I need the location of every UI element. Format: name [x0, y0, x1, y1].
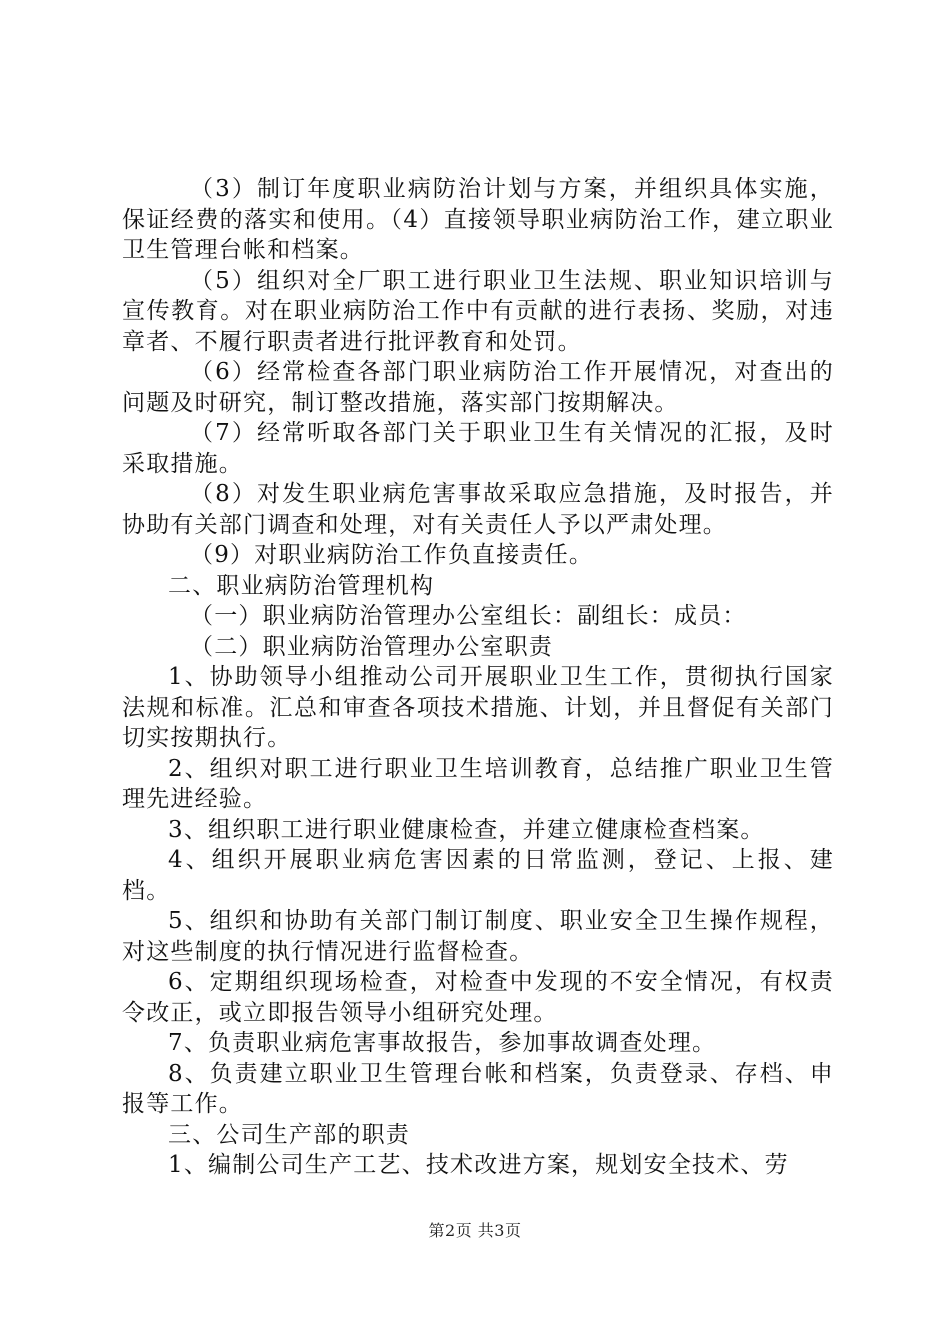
- office-duty-8: 8、负责建立职业卫生管理台帐和档案，负责登录、存档、申报等工作。: [122, 1060, 834, 1117]
- office-duty-6: 6、定期组织现场检查，对检查中发现的不安全情况，有权责令改正，或立即报告领导小组研究处理。: [122, 969, 834, 1026]
- office-duty-4: 4、组织开展职业病危害因素的日常监测，登记、上报、建档。: [122, 847, 834, 904]
- office-duty-1: 1、协助领导小组推动公司开展职业卫生工作，贯彻执行国家法规和标准。汇总和审查各项技术措施、计划，并且督促有关部门切实按期执行。: [122, 664, 834, 751]
- paragraph-duty-8: （8）对发生职业病危害事故采取应急措施，及时报告，并协助有关部门调查和处理，对有关责任人予以严肃处理。: [122, 481, 834, 538]
- paragraph-duty-6: （6）经常检查各部门职业病防治工作开展情况，对查出的问题及时研究，制订整改措施，落实部门按期解决。: [122, 359, 834, 416]
- subsection-office-duties: （二）职业病防治管理办公室职责: [190, 633, 553, 660]
- section-heading-2: 二、职业病防治管理机构: [168, 572, 435, 599]
- production-duty-1: 1、编制公司生产工艺、技术改进方案，规划安全技术、劳: [168, 1152, 789, 1178]
- office-duty-3: 3、组织职工进行职业健康检查，并建立健康检查档案。: [168, 816, 765, 843]
- paragraph-duty-5: （5）组织对全厂职工进行职业卫生法规、职业知识培训与宣传教育。对在职业病防治工作中有贡献的进行表扬、奖励，对违章者、不履行职责者进行批评教育和处罚。: [122, 267, 834, 355]
- document-body: [122, 174, 834, 1181]
- office-duty-5: 5、组织和协助有关部门制订制度、职业安全卫生操作规程，对这些制度的执行情况进行监督检查。: [122, 908, 834, 965]
- paragraph-duty-3-4: （3）制订年度职业病防治计划与方案，并组织具体实施，保证经费的落实和使用。（4）直接领导职业病防治工作，建立职业卫生管理台帐和档案。: [122, 176, 834, 263]
- office-duty-7: 7、负责职业病危害事故报告，参加事故调查处理。: [168, 1030, 717, 1056]
- paragraph-duty-7: （7）经常听取各部门关于职业卫生有关情况的汇报，及时采取措施。: [122, 420, 834, 477]
- subsection-office-members: （一）职业病防治管理办公室组长：副组长：成员：: [190, 603, 747, 629]
- section-heading-3: 三、公司生产部的职责: [168, 1121, 410, 1148]
- office-duty-2: 2、组织对职工进行职业卫生培训教育，总结推广职业卫生管理先进经验。: [122, 755, 834, 812]
- page-footer: 第2页 共3页: [428, 1221, 522, 1240]
- paragraph-duty-9: （9）对职业病防治工作负直接责任。: [190, 542, 594, 568]
